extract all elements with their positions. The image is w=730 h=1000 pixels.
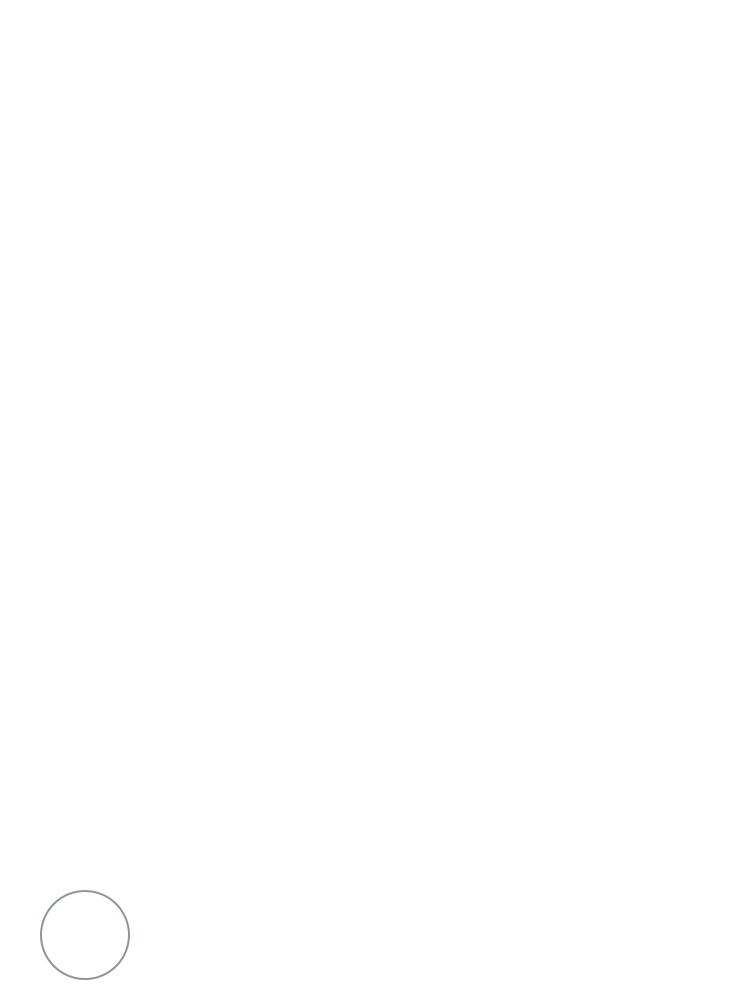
- top-ornament-border: [34, 34, 710, 104]
- page-number-badge: [40, 890, 130, 980]
- left-ornament-border: [26, 96, 96, 926]
- bottom-ornament-border: [110, 905, 710, 975]
